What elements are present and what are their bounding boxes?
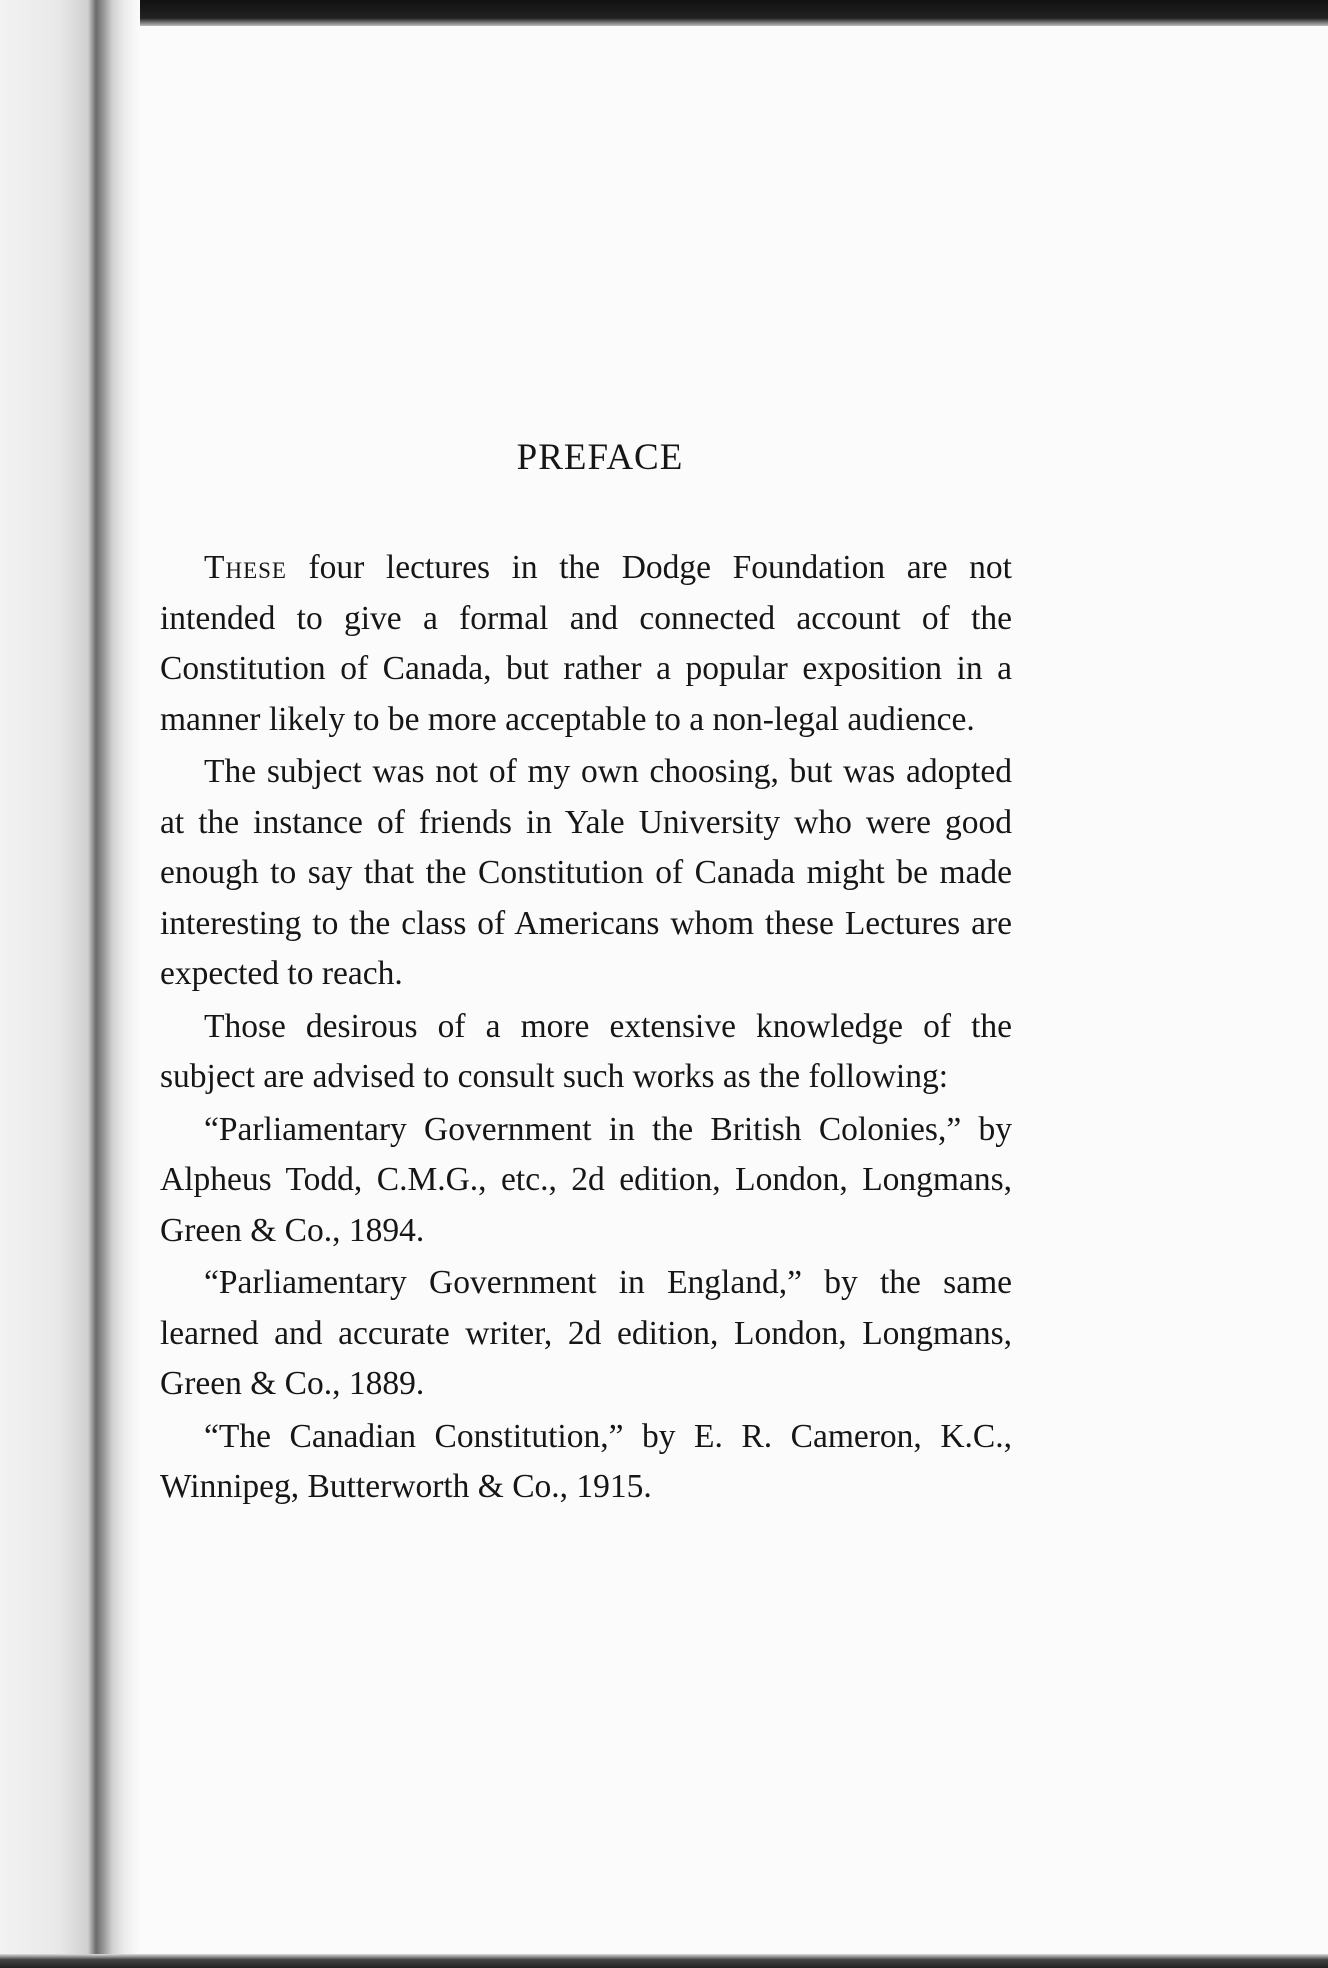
scan-bottom-edge [0,1954,1328,1968]
paragraph-1 [160,543,1012,745]
reference-todd-england: “Parliamentary Government in England,” by the same learned and accurate writer, 2d edition, London, Longmans, Green & Co., 1889. [160,1264,1012,1402]
preface-body [160,436,1012,1515]
paragraph-1-lead: These [204,549,287,586]
scan-top-edge [0,0,1328,26]
paragraph-1-text: four lectures in the Dodge Foundation are not intended to give a formal and connected account of the Constitution of Canada, but rather a popular exposition in a manner likely to be more acceptable to a non-legal audience. [160,549,1012,738]
reference-cameron: “The Canadian Constitution,” by E. R. Cameron, K.C., Winnipeg, Butterworth & Co., 1915. [160,1417,1012,1505]
paragraph-3: Those desirous of a more extensive knowledge of the subject are advised to consult such works as the following: [160,1007,1012,1095]
page-title: PREFACE [516,437,684,478]
binding-gutter [0,0,140,1968]
paragraph-2: The subject was not of my own choosing, but was adopted at the instance of friends in Yale University who were good enough to say that the Constitution of Canada might be made interesting to the class of Americans whom these Lectures are expected to reach. [160,753,1012,992]
reference-todd-colonies: “Parliamentary Government in the British Colonies,” by Alpheus Todd, C.M.G., etc., 2d edition, London, Longmans, Green & Co., 1894. [160,1110,1012,1249]
